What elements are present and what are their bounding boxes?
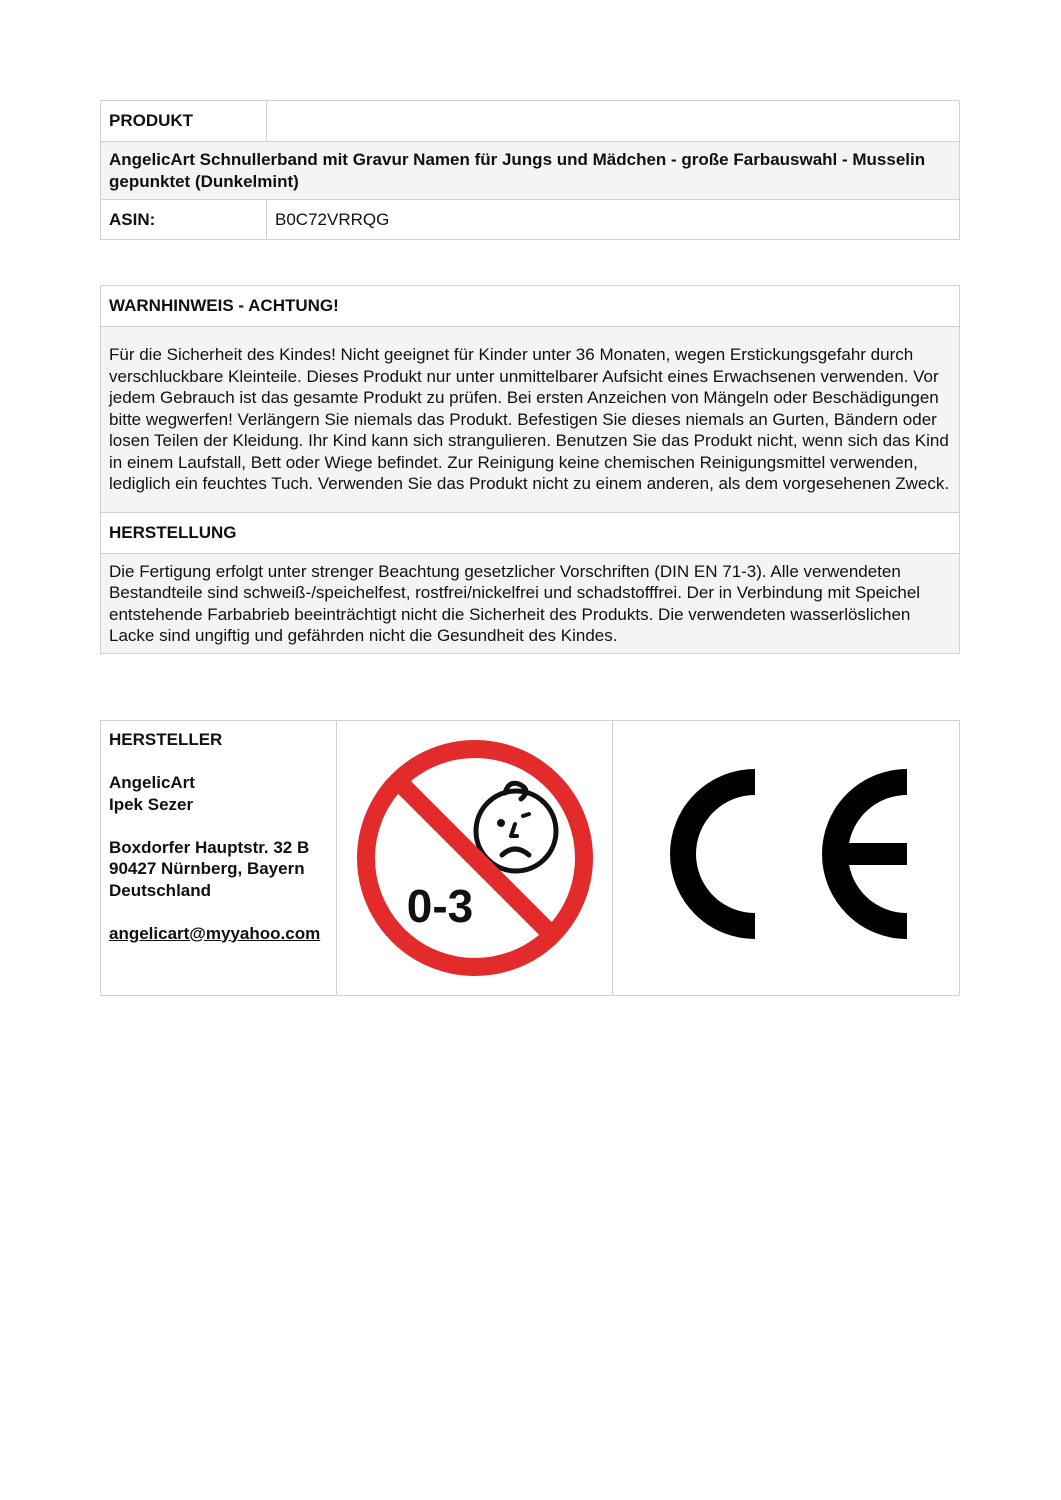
asin-row (101, 200, 960, 240)
product-header: PRODUKT (101, 101, 267, 142)
manufacturer-street: Boxdorfer Hauptstr. 32 B (109, 837, 310, 857)
asin-value: B0C72VRRQG (267, 200, 960, 240)
production-header-row (101, 513, 960, 554)
warning-header-row (101, 286, 960, 327)
age-warning-cell (337, 721, 613, 996)
ce-mark-icon (651, 763, 921, 953)
production-text-row (101, 554, 960, 654)
manufacturer-info (101, 721, 337, 996)
product-table (100, 100, 960, 240)
manufacturer-email-link[interactable]: angelicart@myyahoo.com (109, 923, 321, 943)
warning-text-row (101, 327, 960, 513)
product-header-empty-cell (267, 101, 960, 142)
not-for-under-3-icon (355, 738, 595, 978)
manufacturer-row (101, 721, 960, 996)
manufacturer-city: 90427 Nürnberg, Bayern (109, 859, 305, 878)
product-title-row (101, 142, 960, 200)
manufacturer-country: Deutschland (109, 880, 212, 900)
ce-mark-cell (613, 721, 960, 996)
manufacturer-company: AngelicArt (109, 773, 195, 792)
manufacturer-person: Ipek Sezer (109, 794, 194, 814)
warning-text: Für die Sicherheit des Kindes! Nicht geeignet für Kinder unter 36 Monaten, wegen Erstickungsgefahr durch verschluckbare Kleinteile. Dieses Produkt nur unter unmittelbarer Aufsicht eines Erwachsenen verwenden. Vor jedem Gebrauch ist das gesamte Produkt zu prüfen. Bei ersten Anzeichen von Mängeln oder Beschädigungen bitte wegwerfen! Verlängern Sie niemals das Produkt. Befestigen Sie dieses niemals an Gurten, Bändern oder losen Teilen der Kleidung. Ihr Kind kann sich strangulieren. Benutzen Sie das Produkt nicht, wenn sich das Kind in einem Laufstall, Bett oder Wiege befindet. Zur Reinigung keine chemischen Reinigungsmittel verwenden, lediglich ein feuchtes Tuch. Verwenden Sie das Produkt nicht zu einem anderen, als dem vorgesehenen Zweck. (101, 327, 960, 513)
manufacturer-table (100, 720, 960, 996)
warning-table (100, 285, 960, 654)
product-title: AngelicArt Schnullerband mit Gravur Namen für Jungs und Mädchen - große Farbauswahl - Musselin gepunktet (Dunkelmint) (101, 142, 960, 200)
asin-label: ASIN: (101, 200, 267, 240)
age-range-label: 0-3 (406, 880, 473, 932)
production-text: Die Fertigung erfolgt unter strenger Beachtung gesetzlicher Vorschriften (DIN EN 71-3). Alle verwendeten Bestandteile sind schweiß-/speichelfest, rostfrei/nickelfrei und schadstofffrei. Der in Verbindung mit Speichel entstehende Farbabrieb beeinträchtigt nicht die Sicherheit des Produkts. Die verwendeten wasserlöslichen Lacke sind ungiftig und gefährden nicht die Gesundheit des Kindes. (101, 554, 960, 654)
manufacturer-header: HERSTELLER (109, 730, 223, 749)
production-header: HERSTELLUNG (101, 513, 960, 554)
warning-header: WARNHINWEIS - ACHTUNG! (101, 286, 960, 327)
product-header-row (101, 101, 960, 142)
